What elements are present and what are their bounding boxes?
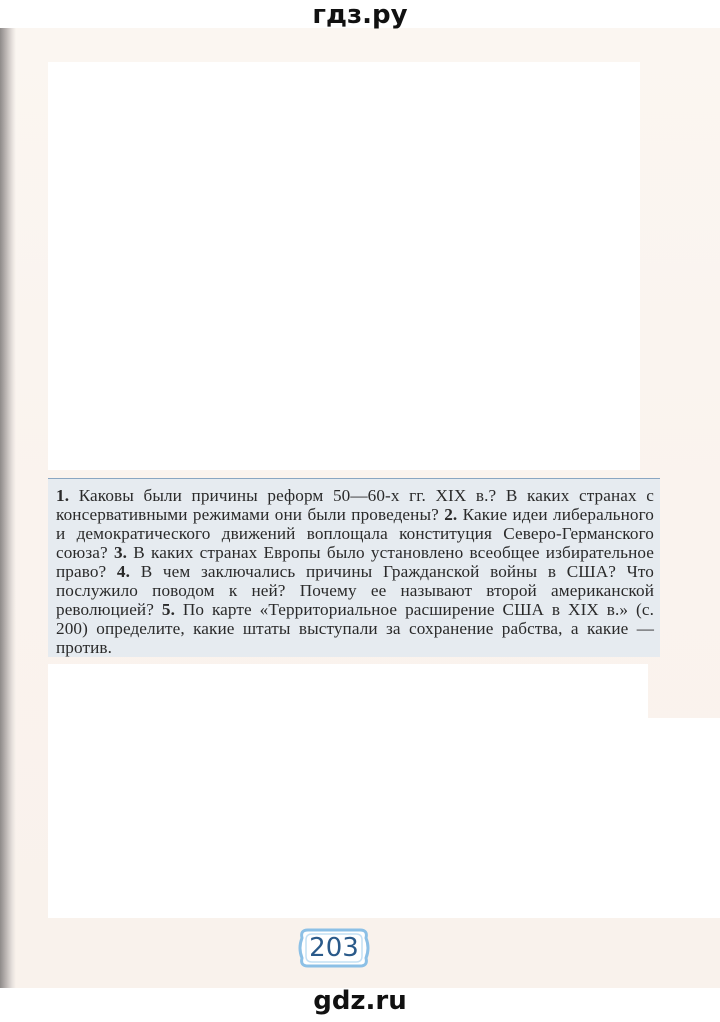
question-text: Какие идеи либерального и демократического движений воплощала конституция Северо-Германского союза? <box>56 505 654 562</box>
review-questions <box>56 486 654 657</box>
question-number: 4. <box>116 562 131 581</box>
question-number: 5. <box>161 600 175 619</box>
question-number: 2. <box>444 505 458 524</box>
question-text: Каковы были причины реформ 50—60-х гг. XIX в.? В каких странах с консервативными режимами они были проведены? <box>56 486 654 524</box>
question-text: В каких странах Европы было установлено всеобщее избирательное право? <box>56 543 654 581</box>
redacted-area-top <box>48 62 640 470</box>
watermark-bottom: gdz.ru <box>313 986 407 1016</box>
question-number: 3. <box>113 543 128 562</box>
question-number: 1. <box>56 486 70 505</box>
question-text: По карте «Территориальное расширение США в XIX в.» (с. 200) определите, какие штаты выступали за сохранение рабства, а какие — против. <box>56 600 654 657</box>
page-number: 203 <box>309 933 359 963</box>
redacted-area-right <box>648 718 720 918</box>
binding-shadow <box>0 28 16 988</box>
watermark-top: гдз.ру <box>312 0 408 30</box>
question-text: В чем заключались причины Гражданской войны в США? Что послужило поводом к ней? Почему ее называют второй американской революцией? <box>56 562 654 619</box>
redacted-area-bottom <box>48 664 648 918</box>
page-number-badge <box>296 924 372 972</box>
